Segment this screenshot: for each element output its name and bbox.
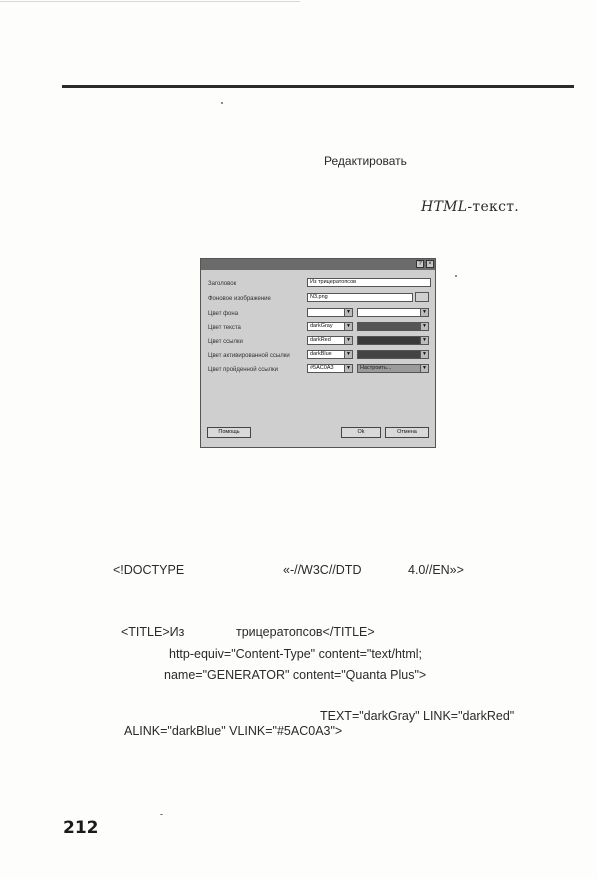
chevron-down-icon: ▼ xyxy=(420,337,428,344)
text-color-select[interactable]: darkGray ▼ xyxy=(307,322,353,331)
code-dtd-version: 4.0//EN»> xyxy=(408,563,464,577)
code-title-close: трицератопсов</TITLE> xyxy=(236,625,375,639)
code-meta-generator: name="GENERATOR" content="Quanta Plus"> xyxy=(164,668,427,682)
title-label: Заголовок xyxy=(208,281,237,287)
text-color-swatch[interactable] xyxy=(357,322,429,331)
title-input[interactable]: Из трицератопсов xyxy=(307,278,431,287)
scan-speck xyxy=(160,814,163,815)
code-dtd: «-//W3C//DTD xyxy=(283,563,362,577)
active-link-color-select[interactable]: darkBlue ▼ xyxy=(307,350,353,359)
visited-link-color-select[interactable]: #5AC0A3 ▼ xyxy=(307,364,353,373)
background-image-label: Фоновое изображение xyxy=(208,296,271,302)
close-icon[interactable]: × xyxy=(426,260,434,268)
chevron-down-icon: ▼ xyxy=(420,323,428,330)
active-link-color-label: Цвет активированной ссылки xyxy=(208,353,290,359)
dialog-titlebar xyxy=(201,259,435,270)
background-color-swatch[interactable] xyxy=(357,308,429,317)
help-titlebar-icon[interactable]: ? xyxy=(416,260,424,268)
chevron-down-icon: ▼ xyxy=(344,365,352,372)
code-meta-content-type: http-equiv="Content-Type" content="text/html; xyxy=(169,647,423,661)
page-properties-dialog xyxy=(200,258,436,448)
code-title-open: <TITLE>Из xyxy=(121,625,185,639)
visited-link-color-swatch[interactable]: Настроить... ▼ xyxy=(357,364,429,373)
visited-link-color-label: Цвет пройденной ссылки xyxy=(208,367,278,373)
background-color-select[interactable] xyxy=(307,308,353,317)
code-body-text-link: TEXT="darkGray" LINK="darkRed" xyxy=(320,709,515,723)
link-color-select[interactable]: darkRed ▼ xyxy=(307,336,353,345)
edit-label: Редактировать xyxy=(324,154,407,168)
scan-edge-line xyxy=(0,1,300,2)
page-number: 212 xyxy=(63,818,99,838)
code-body-alink-vlink: ALINK="darkBlue" VLINK="#5AC0A3"> xyxy=(124,724,343,738)
chevron-down-icon: ▼ xyxy=(420,365,428,372)
scan-speck xyxy=(455,275,457,277)
text-color-label: Цвет текста xyxy=(208,325,241,331)
text-word: -текст. xyxy=(467,199,520,215)
link-color-label: Цвет ссылки xyxy=(208,339,243,345)
background-image-input[interactable]: N3.png xyxy=(307,293,413,302)
chevron-down-icon: ▼ xyxy=(344,337,352,344)
chevron-down-icon: ▼ xyxy=(420,351,428,358)
chevron-down-icon: ▼ xyxy=(420,309,428,316)
link-color-swatch[interactable] xyxy=(357,336,429,345)
background-color-label: Цвет фона xyxy=(208,311,239,317)
header-rule xyxy=(62,85,574,88)
chevron-down-icon: ▼ xyxy=(344,351,352,358)
active-link-color-swatch[interactable] xyxy=(357,350,429,359)
html-text-label xyxy=(421,199,519,215)
ok-button[interactable]: Ok xyxy=(341,427,381,438)
cancel-button[interactable]: Отмена xyxy=(385,427,429,438)
code-doctype: <!DOCTYPE xyxy=(113,563,185,577)
help-button[interactable]: Помощь xyxy=(207,427,251,438)
browse-button[interactable] xyxy=(415,292,429,302)
chevron-down-icon: ▼ xyxy=(344,323,352,330)
html-word: HTML xyxy=(421,199,468,215)
chevron-down-icon: ▼ xyxy=(344,309,352,316)
scan-speck xyxy=(221,102,223,104)
